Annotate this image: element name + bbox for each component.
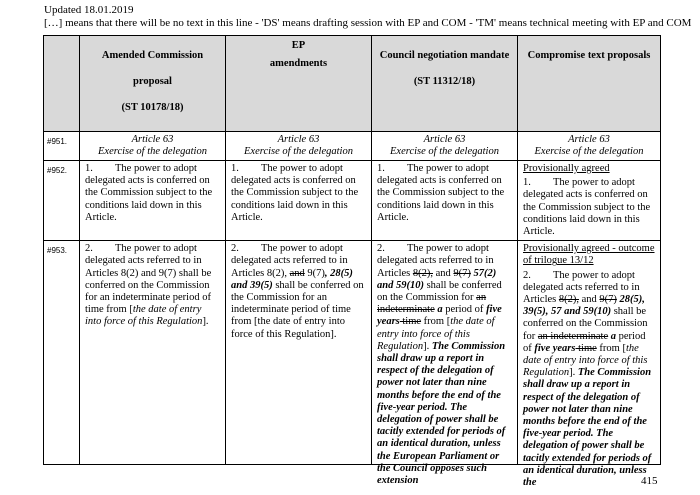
table-row-952	[44, 161, 661, 241]
ep-text: 2. The power to adopt delegated acts referred to in Articles 8(2), and 9(7), 28(5) and 39(5) shall be conferred on the Commission for an indeterminate period of time from [the date of entry into force of this Regulation].	[226, 241, 372, 465]
ep-column-header: EP amendments	[226, 36, 372, 132]
article-heading-compromise: Article 63 Exercise of the delegation	[518, 131, 661, 160]
commission-column-header: Amended Commission proposal (ST 10178/18)	[80, 36, 226, 132]
council-column-header: Council negotiation mandate (ST 11312/18)	[372, 36, 518, 132]
id-column-header	[44, 36, 80, 132]
article-heading-ep: Article 63 Exercise of the delegation	[226, 131, 372, 160]
council-text: 1. The power to adopt delegated acts is conferred on the Commission subject to the conditions laid down in this Article.	[372, 161, 518, 241]
commission-text: 1. The power to adopt delegated acts is conferred on the Commission subject to the conditions laid down in this Article.	[80, 161, 226, 241]
table-header-row	[44, 36, 661, 132]
document-header	[44, 4, 691, 30]
compromise-column-header: Compromise text proposals	[518, 36, 661, 132]
table-row-951	[44, 131, 661, 160]
ep-text: 1. The power to adopt delegated acts is conferred on the Commission subject to the conditions laid down in this Article.	[226, 161, 372, 241]
council-text: 2. The power to adopt delegated acts referred to in Articles 8(2), and 9(7) 57(2) and 59(10) shall be conferred on the Commission for an indeterminate a period of five years time from [the date of entry into force of this Regulation]. The Commission shall draw up a report in respect of the delegation of power not later than nine months before the end of the five-year period. The delegation of power shall be tacitly extended for periods of an identical duration, unless the European Parliament or the Council opposes such extension	[372, 241, 518, 465]
table-row-953	[44, 241, 661, 465]
commission-text: 2. The power to adopt delegated acts referred to in Articles 8(2) and 9(7) shall be conferred on the Commission for an indeterminate period of time from [the date of entry into force of this Regulation].	[80, 241, 226, 465]
compromise-text: Provisionally agreed - outcome of trilogue 13/12 2. The power to adopt delegated acts referred to in Articles 8(2), and 9(7) 28(5), 39(5), 57 and 59(10) shall be conferred on the Commission for an indeterminate a period of five years time from [the date of entry into force of this Regulation]. The Commission shall draw up a report in respect of the delegation of power not later than nine months before the end of the five-year period. The delegation of power shall be tacitly extended for periods of an identical duration, unless the	[518, 241, 661, 465]
row-id: #951.	[44, 131, 80, 160]
row-id: #953.	[44, 241, 80, 465]
page-number: 415	[641, 475, 658, 487]
agreement-status: Provisionally agreed	[523, 163, 610, 175]
updated-date: Updated 18.01.2019	[44, 4, 134, 16]
article-heading-commission: Article 63 Exercise of the delegation	[80, 131, 226, 160]
agreement-status: Provisionally agreed - outcome of trilogue 13/12	[523, 243, 655, 267]
legend-note: […] means that there will be no text in this line - 'DS' means drafting session with EP and COM - 'TM' means technical meeting with EP and COM	[44, 17, 692, 29]
row-id: #952.	[44, 161, 80, 241]
compromise-text: Provisionally agreed 1. The power to adopt delegated acts is conferred on the Commission subject to the conditions laid down in this Article.	[518, 161, 661, 241]
article-heading-council: Article 63 Exercise of the delegation	[372, 131, 518, 160]
